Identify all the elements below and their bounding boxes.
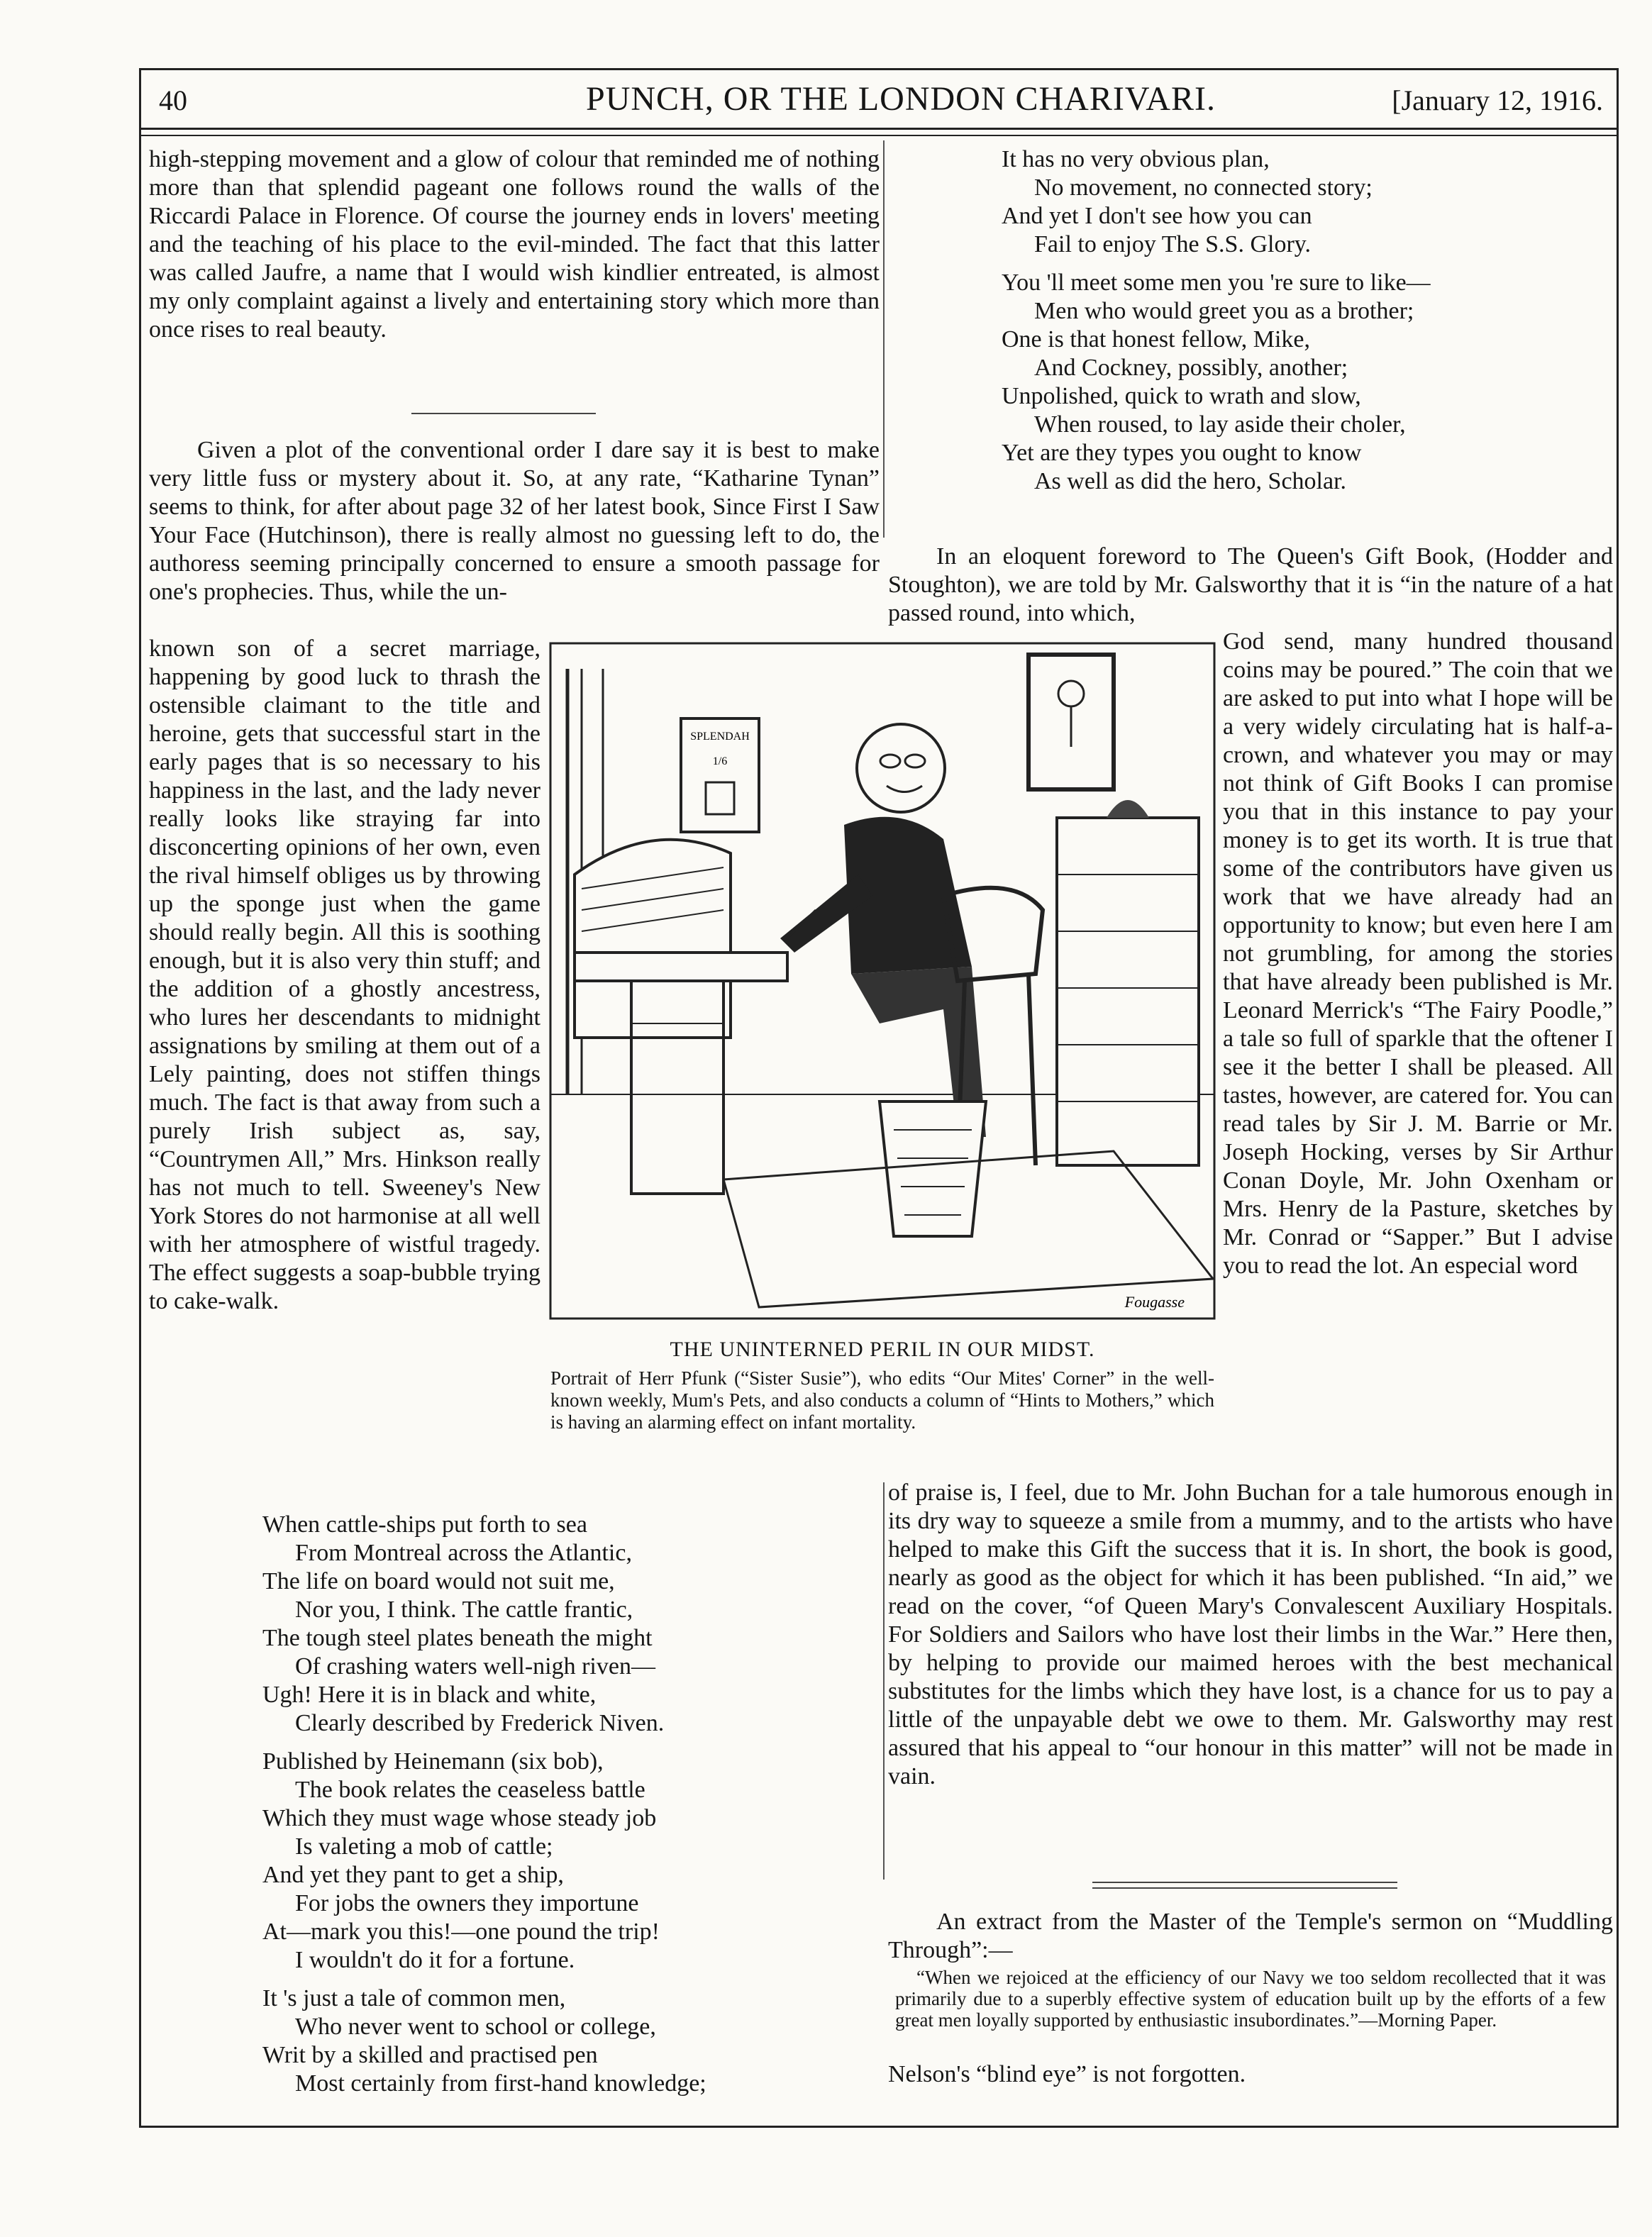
header-rule bbox=[139, 128, 1619, 130]
issue-date: [January 12, 1916. bbox=[1392, 84, 1603, 116]
extract-intro: An extract from the Master of the Temple's sermon on “Muddling Through”:— bbox=[888, 1909, 1613, 1963]
cartoon-title: THE UNINTERNED PERIL IN OUR MIDST. bbox=[670, 1338, 1095, 1361]
cartoon-illustration bbox=[546, 640, 1219, 1321]
poem-cattle-ships: When cattle-ships put forth to sea From Montreal across the Atlantic, The life on board would not suit me, Nor you, I think. The cattle frantic, The tough steel plates beneath the might Of crashing waters well-nigh riven— Ugh! Here it is in black and white, Clearly described by Frederick Niven. Published by Heinemann (six bob), The book relates the ceaseless battle Which they must wage whose steady job Is valeting a mob of cattle; And yet they pant to get a ship, For jobs the owners they importune At—mark you this!—one pound the trip! I wouldn't do it for a fortune. It 's just a tale of common men, Who never went to school or college, Writ by a skilled and practised pen Most certainly from first-hand knowledge; bbox=[262, 1511, 706, 2097]
poem-ss-glory: It has no very obvious plan, No movement, no connected story; And yet I don't see how you can Fail to enjoy The S.S. Glory. You 'll meet some men you 're sure to like— Men who would greet you as a brother; One is that honest fellow, Mike, And Cockney, possibly, another; Unpolished, quick to wrath and slow, When roused, to lay aside their choler, Yet are they types you ought to know As well as did the hero, Scholar. bbox=[1002, 146, 1431, 494]
separator-double bbox=[1092, 1882, 1397, 1883]
column-divider bbox=[883, 140, 885, 538]
review-gift-book-bottom: of praise is, I feel, due to Mr. John Buchan for a tale humorous enough in its dry way to squeeze a smile from a mummy, and to the artists who have helped to make this Gift the success that it is. In short, the book is good, nearly as good as the object for which it has been published. “In aid,” we read on the cover, “of Queen Mary's Convalescent Auxiliary Hospitals. For Soldiers and Sailors who have lost their limbs in the War.” Here then, by helping to provide our maimed heroes with the best mechanical substitutes for the limbs which they have lost, is a chance for us to pay a little of the unpayable debt we owe to them. Mr. Galsworthy may rest assured that his appeal to “our honour in this matter” will not be made in vain. bbox=[888, 1480, 1613, 1789]
masthead-title: PUNCH, OR THE LONDON CHARIVARI. bbox=[586, 80, 1216, 118]
artist-signature: Fougasse bbox=[1124, 1293, 1185, 1311]
review-jaufre: high-stepping movement and a glow of colour that reminded me of nothing more than that splendid pageant one follows round the walls of the Riccardi Palace in Florence. Of course the journey ends in lovers' meeting and the teaching of his place to the evil-minded. The fact that this latter was called Jaufre, a name that I would wish kindlier entreated, is almost my only complaint against a lively and entertaining story which more than once rises to real beauty. bbox=[149, 146, 880, 343]
review-gift-book-top: In an eloquent foreword to The Queen's Gift Book, (Hodder and Stoughton), we are told by Mr. Galsworthy that it is “in the nature of a hat passed round, into which, bbox=[888, 543, 1613, 626]
poster-title: SPLENDAH bbox=[690, 731, 750, 743]
review-gift-book-continued: God send, many hundred thousand coins may be poured.” The coin that we are asked to put into what I hope will be a very widely circulating hat is half-a-crown, and whatever you may or may not think of Gift Books I can promise you that in this instance to pay your money is to get its worth. It is true that some of the contributors have given us work that we have already had an opportunity to know; but even here I am not grumbling, for among the stories that have already been published is Mr. Leonard Merrick's “The Fairy Poodle,” a tale so full of sparkle that the oftener I see it the better I shall be pleased. All tastes, however, are catered for. You can read tales by Sir J. M. Barrie or Mr. Joseph Hocking, verses by Sir Arthur Conan Doyle, Mr. John Oxenham or Mrs. Henry de la Pasture, sketches by Mr. Conrad or “Sapper.” But I advise you to read the lot. An especial word bbox=[1223, 628, 1613, 1279]
header-rule-2 bbox=[139, 135, 1619, 136]
cartoon-figure bbox=[546, 640, 1219, 1486]
column-divider-lower bbox=[883, 1482, 885, 1880]
poster-price: 1/6 bbox=[712, 755, 728, 767]
review-tynan-top: Given a plot of the conventional order I dare say it is best to make very little fuss or mystery about it. So, at any rate, “Katharine Tynan” seems to think, for after about page 32 of her latest book, Since First I Saw Your Face (Hutchinson), there is really almost no guessing left to do, the authoress seeming principally concerned to ensure a smooth passage for one's prophecies. Thus, while the un- bbox=[149, 437, 880, 605]
review-tynan-continued: known son of a secret marriage, happening by good luck to thrash the ostensible claimant to the title and heroine, gets that successful start in the early pages that is so necessary to his happiness in the last, and the lady never really looks like straying far into disconcerting opinions of her own, even the rival himself obliges us by throwing up the sponge just when the game should really begin. All this is soothing enough, but it is also very thin stuff; and the addition of a ghostly ancestress, who lures her descendants to midnight assignations by smiling at them out of a Lely painting, does not stiffen things much. The fact is that away from such a purely Irish subject as, say, “Countrymen All,” Mrs. Hinkson really has not much to tell. Sweeney's New York Stores do not harmonise at all well with her atmosphere of wistful tragedy. The effect suggests a soap-bubble trying to cake-walk. bbox=[149, 635, 540, 1314]
separator-double-2 bbox=[1092, 1887, 1397, 1889]
extract-tail: Nelson's “blind eye” is not forgotten. bbox=[888, 2061, 1246, 2087]
extract-quote: “When we rejoiced at the efficiency of our Navy we too seldom recollected that it was primarily due to a superbly effective system of education built up by the efforts of a few great men loyally supported by enthusiastic insubordinates.”—Morning Paper. bbox=[895, 1967, 1606, 2031]
cartoon-caption: Portrait of Herr Pfunk (“Sister Susie”), who edits “Our Mites' Corner” in the well-known weekly, Mum's Pets, and also conducts a column of “Hints to Mothers,” which is having an alarming effect on infant mortality. bbox=[550, 1367, 1214, 1433]
page-number: 40 bbox=[159, 84, 187, 116]
separator bbox=[411, 413, 596, 414]
